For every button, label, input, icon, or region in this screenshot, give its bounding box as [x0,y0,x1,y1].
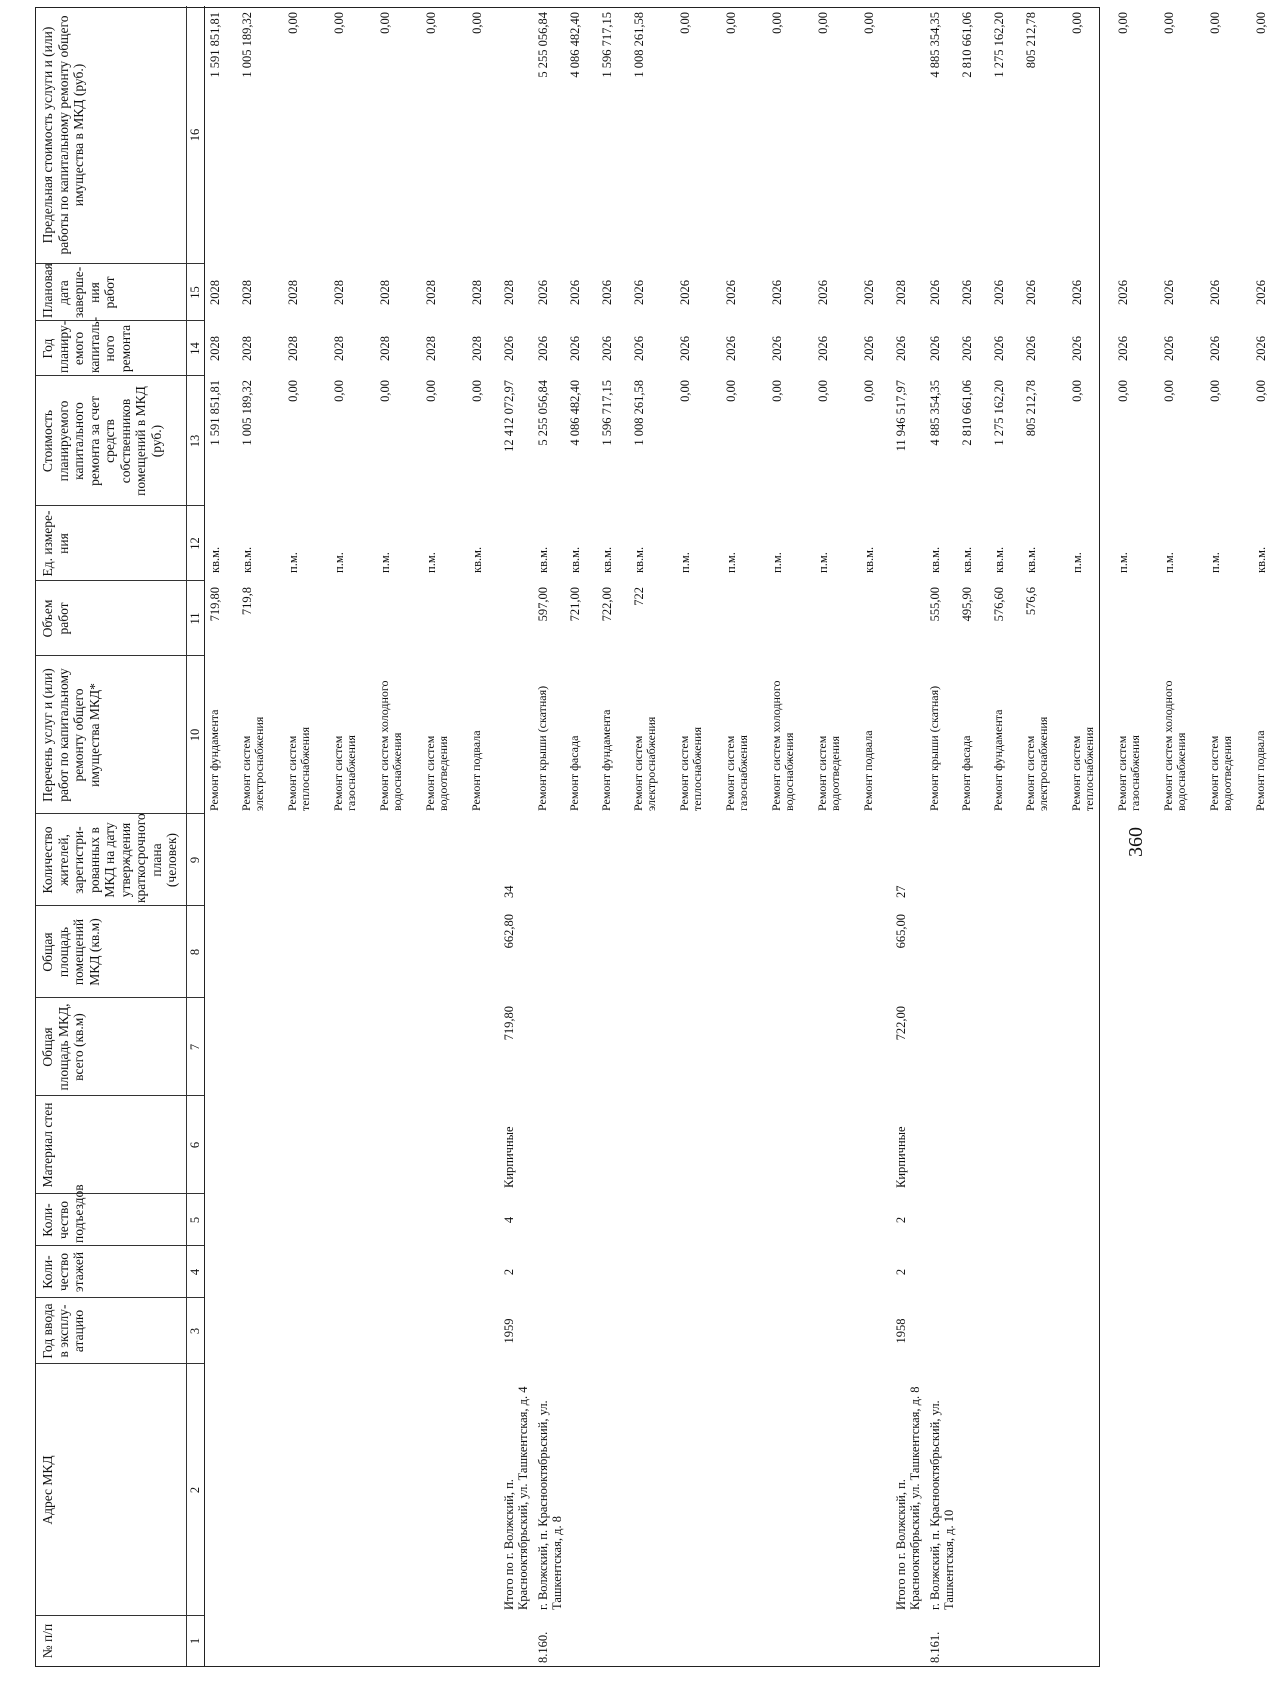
work-year: 2026 [1208,336,1222,361]
work-unit: п.м. [1208,552,1222,573]
wall-material: Кирпичные [894,1126,908,1188]
work-year: 2026 [992,336,1006,361]
row-number: 8.161. [928,1631,942,1663]
work-year: 2028 [240,336,254,361]
work-limit-cost: 2 810 661,06 [960,12,974,78]
column-number: 14 [188,342,202,355]
work-unit: п.м. [424,552,438,573]
work-year: 2026 [770,336,784,361]
floors: 2 [894,1268,908,1276]
work-name: Ремонт систем водоотведения [423,735,450,811]
work-cost: 0,00 [1208,380,1222,402]
work-limit-cost: 0,00 [1162,12,1176,34]
work-limit-cost: 1 275 162,20 [992,12,1006,78]
work-cost: 0,00 [1162,380,1176,402]
work-year: 2026 [1254,336,1268,361]
work-unit: п.м. [332,552,346,573]
work-cost: 4 086 482,40 [568,380,582,446]
work-limit-cost: 0,00 [770,12,784,34]
column-divider [36,1095,204,1096]
work-end-date: 2028 [332,280,346,305]
work-cost: 0,00 [816,380,830,402]
column-number: 10 [188,728,202,742]
work-year: 2026 [678,336,692,361]
work-end-date: 2026 [1024,280,1038,305]
work-name: Ремонт систем теплоснабжения [677,727,704,811]
work-name: Ремонт фундамента [991,709,1005,811]
column-number: 5 [188,1216,202,1224]
column-divider [36,263,204,264]
column-number: 4 [188,1268,202,1276]
work-year: 2026 [816,336,830,361]
work-volume: 576,60 [992,587,1006,622]
work-limit-cost: 1 005 189,32 [240,12,254,78]
work-volume: 576,6 [1024,587,1038,616]
work-name: Ремонт крыши (скатная) [535,685,549,811]
column-header: Предельная стоимость услуги и (или) работы по капитальному ремонту общего имущества в МКД (руб.) [40,15,86,255]
work-name: Ремонт фундамента [599,709,613,811]
column-number: 12 [188,537,202,550]
column-number: 7 [188,1043,202,1051]
work-unit: кв.м. [536,546,550,573]
column-number: 11 [188,612,202,625]
work-unit: п.м. [678,552,692,573]
column-divider [36,655,204,656]
work-limit-cost: 0,00 [678,12,692,34]
work-unit: п.м. [816,552,830,573]
work-year: 2026 [632,336,646,361]
work-cost: 0,00 [332,380,346,402]
number-row-bottom-line [204,6,205,1666]
work-unit: кв.м. [928,546,942,573]
column-divider [36,997,204,998]
column-header: Коли-чество подъездов [40,1184,86,1243]
work-volume: 495,90 [960,587,974,622]
work-cost: 1 275 162,20 [992,380,1006,446]
work-year: 2028 [332,336,346,361]
work-year: 2026 [724,336,738,361]
work-name: Ремонт подвала [469,730,483,811]
work-cost: 1 596 717,15 [600,380,614,446]
column-divider [36,813,204,814]
work-end-date: 2026 [724,280,738,305]
work-name: Ремонт систем газоснабжения [723,735,750,811]
house-address: г. Волжский, п. Краснооктябрьский, ул. Ташкентская, д. 10 [928,1400,956,1610]
year-built: 1959 [502,1318,516,1344]
work-unit: кв.м. [240,546,254,573]
work-year: 2028 [286,336,300,361]
work-cost: 0,00 [286,380,300,402]
column-header: Материал стен [40,1102,55,1188]
work-year: 2026 [1070,336,1084,361]
total-year: 2026 [502,336,516,361]
work-limit-cost: 4 885 354,35 [928,12,942,78]
work-cost: 1 591 851,81 [208,380,222,446]
work-name: Ремонт подвала [861,730,875,811]
work-limit-cost: 0,00 [1116,12,1130,34]
work-cost: 0,00 [862,380,876,402]
work-limit-cost: 0,00 [816,12,830,34]
work-name: Ремонт систем холодного водоснабжения [769,680,796,811]
work-end-date: 2026 [992,280,1006,305]
column-header: Год ввода в эксплу-атацию [40,1303,86,1359]
column-header: Плановая дата заверше-ния работ [40,263,117,318]
work-cost: 0,00 [1116,380,1130,402]
residents: 34 [502,885,516,898]
work-volume: 597,00 [536,587,550,622]
work-name: Ремонт систем холодного водоснабжения [1161,680,1188,811]
work-volume: 722 [632,587,646,606]
work-name: Ремонт систем водоотведения [1207,735,1234,811]
area-rooms: 662,80 [502,914,516,949]
work-name: Ремонт систем теплоснабжения [285,727,312,811]
work-name: Ремонт подвала [1253,730,1267,811]
work-end-date: 2026 [1208,280,1222,305]
work-limit-cost: 0,00 [378,12,392,34]
work-limit-cost: 0,00 [470,12,484,34]
work-end-date: 2026 [632,280,646,305]
work-name: Ремонт систем теплоснабжения [1069,727,1096,811]
column-header: Перечень услуг и (или) работ по капитальному ремонту общего имущества МКД* [40,668,102,802]
work-volume: 721,00 [568,587,582,622]
work-unit: кв.м. [1254,546,1268,573]
work-cost: 0,00 [1070,380,1084,402]
work-name: Ремонт систем электроснабжения [1023,716,1050,811]
work-cost: 1 008 261,58 [632,380,646,446]
work-name: Ремонт фасада [567,735,581,811]
work-end-date: 2026 [928,280,942,305]
column-number: 13 [188,434,202,448]
work-limit-cost: 805 212,78 [1024,12,1038,69]
entrances: 4 [502,1216,516,1224]
column-number: 8 [188,948,202,956]
work-name: Ремонт систем водоотведения [815,735,842,811]
work-name: Ремонт систем электроснабжения [631,716,658,811]
column-number: 3 [188,1327,202,1335]
work-end-date: 2026 [960,280,974,305]
column-number: 6 [188,1141,202,1149]
work-name: Ремонт систем холодного водоснабжения [377,680,404,811]
work-limit-cost: 0,00 [724,12,738,34]
column-divider [36,505,204,506]
work-unit: п.м. [770,552,784,573]
work-volume: 722,00 [600,587,614,622]
total-label: Итого по г. Волжский, п. Краснооктябрьский, ул. Ташкентская, д. 4 [502,1386,530,1610]
column-header: Коли-чество этажей [40,1251,86,1293]
work-cost: 0,00 [770,380,784,402]
work-cost: 2 810 661,06 [960,380,974,446]
work-cost: 5 255 056,84 [536,380,550,446]
work-end-date: 2026 [1162,280,1176,305]
area-total: 722,00 [894,1006,908,1041]
work-volume: 719,8 [240,587,254,616]
work-year: 2028 [470,336,484,361]
work-end-date: 2026 [1116,280,1130,305]
work-unit: кв.м. [568,546,582,573]
work-unit: кв.м. [208,546,222,573]
work-volume: 719,80 [208,587,222,622]
work-cost: 0,00 [424,380,438,402]
column-header: Ед. измере-ния [40,510,71,577]
work-limit-cost: 4 086 482,40 [568,12,582,78]
column-header: Адрес МКД [40,1455,55,1525]
work-unit: п.м. [1116,552,1130,573]
wall-material: Кирпичные [502,1126,516,1188]
work-year: 2026 [1116,336,1130,361]
work-unit: п.м. [378,552,392,573]
page-number: 360 [1125,827,1147,857]
column-header: Количество жителей, зарегистри-рованных в МКД на дату утверждения краткосрочного плана (человек) [40,813,179,903]
entrances: 2 [894,1216,908,1224]
work-year: 2028 [208,336,222,361]
work-unit: п.м. [1162,552,1176,573]
column-header: Стоимость планируемого капитального ремонта за счет средств собственников помещений в МКД (руб.) [40,386,164,496]
work-unit: кв.м. [1024,546,1038,573]
work-limit-cost: 5 255 056,84 [536,12,550,78]
work-end-date: 2026 [1254,280,1268,305]
work-limit-cost: 0,00 [1070,12,1084,34]
work-end-date: 2028 [240,280,254,305]
work-limit-cost: 1 591 851,81 [208,12,222,78]
work-unit: п.м. [1070,552,1084,573]
column-header: Год планиру-емого капиталь-ного ремонта [40,316,133,373]
floors: 2 [502,1268,516,1276]
work-name: Ремонт фундамента [207,709,221,811]
work-unit: кв.м. [862,546,876,573]
work-end-date: 2028 [208,280,222,305]
work-end-date: 2026 [862,280,876,305]
work-limit-cost: 0,00 [1254,12,1268,34]
work-unit: кв.м. [470,546,484,573]
house-address: г. Волжский, п. Краснооктябрьский, ул. Ташкентская, д. 8 [536,1400,564,1610]
work-unit: кв.м. [992,546,1006,573]
total-cost: 12 412 072,97 [502,380,516,452]
total-cost: 11 946 517,97 [894,380,908,452]
work-year: 2026 [568,336,582,361]
work-unit: п.м. [724,552,738,573]
work-name: Ремонт систем газоснабжения [331,735,358,811]
area-rooms: 665,00 [894,914,908,949]
work-name: Ремонт систем газоснабжения [1115,735,1142,811]
column-divider [36,1193,204,1194]
work-cost: 0,00 [1254,380,1268,402]
work-end-date: 2026 [1070,280,1084,305]
total-year: 2026 [894,336,908,361]
column-number: 2 [188,1486,202,1494]
work-end-date: 2026 [568,280,582,305]
column-header: Объем работ [40,599,71,638]
total-label: Итого по г. Волжский, п. Краснооктябрьский, ул. Ташкентская, д. 8 [894,1386,922,1610]
work-end-date: 2026 [536,280,550,305]
work-cost: 0,00 [724,380,738,402]
work-end-date: 2026 [678,280,692,305]
work-end-date: 2028 [470,280,484,305]
column-number: 9 [188,856,202,864]
column-number: 15 [188,286,202,299]
work-end-date: 2028 [378,280,392,305]
work-cost: 0,00 [470,380,484,402]
column-divider [36,580,204,581]
work-end-date: 2026 [600,280,614,305]
work-year: 2026 [1162,336,1176,361]
column-number: 16 [188,128,202,142]
column-number: 1 [188,1637,202,1645]
column-header: № п/п [40,1623,55,1659]
total-end: 2028 [894,280,908,305]
header-bottom-line [186,6,187,1666]
work-cost: 805 212,78 [1024,380,1038,437]
work-year: 2026 [862,336,876,361]
work-name: Ремонт фасада [959,735,973,811]
work-unit: п.м. [286,552,300,573]
work-end-date: 2028 [286,280,300,305]
work-name: Ремонт крыши (скатная) [927,685,941,811]
work-unit: кв.м. [600,546,614,573]
work-end-date: 2026 [770,280,784,305]
column-divider [36,1245,204,1246]
column-divider [36,1297,204,1298]
work-end-date: 2026 [816,280,830,305]
work-limit-cost: 0,00 [286,12,300,34]
work-limit-cost: 0,00 [862,12,876,34]
work-year: 2026 [928,336,942,361]
work-limit-cost: 1 596 717,15 [600,12,614,78]
work-volume: 555,00 [928,587,942,622]
work-year: 2026 [536,336,550,361]
work-unit: кв.м. [632,546,646,573]
column-header: Общая площадь помещений МКД (кв.м) [40,918,102,986]
work-name: Ремонт систем электроснабжения [239,716,266,811]
work-year: 2026 [600,336,614,361]
work-limit-cost: 1 008 261,58 [632,12,646,78]
work-end-date: 2028 [424,280,438,305]
work-year: 2028 [378,336,392,361]
work-cost: 1 005 189,32 [240,380,254,446]
work-cost: 4 885 354,35 [928,380,942,446]
column-divider [36,1363,204,1364]
work-year: 2026 [960,336,974,361]
row-number: 8.160. [536,1631,550,1663]
column-divider [36,375,204,376]
work-cost: 0,00 [378,380,392,402]
work-cost: 0,00 [678,380,692,402]
year-built: 1958 [894,1318,908,1344]
work-year: 2028 [424,336,438,361]
column-header: Общая площадь МКД, всего (кв.м) [40,1003,86,1091]
work-limit-cost: 0,00 [1208,12,1222,34]
work-unit: кв.м. [960,546,974,573]
column-divider [36,905,204,906]
total-end: 2028 [502,280,516,305]
work-limit-cost: 0,00 [332,12,346,34]
work-limit-cost: 0,00 [424,12,438,34]
work-year: 2026 [1024,336,1038,361]
residents: 27 [894,885,908,898]
area-total: 719,80 [502,1006,516,1041]
column-divider [36,1615,204,1616]
